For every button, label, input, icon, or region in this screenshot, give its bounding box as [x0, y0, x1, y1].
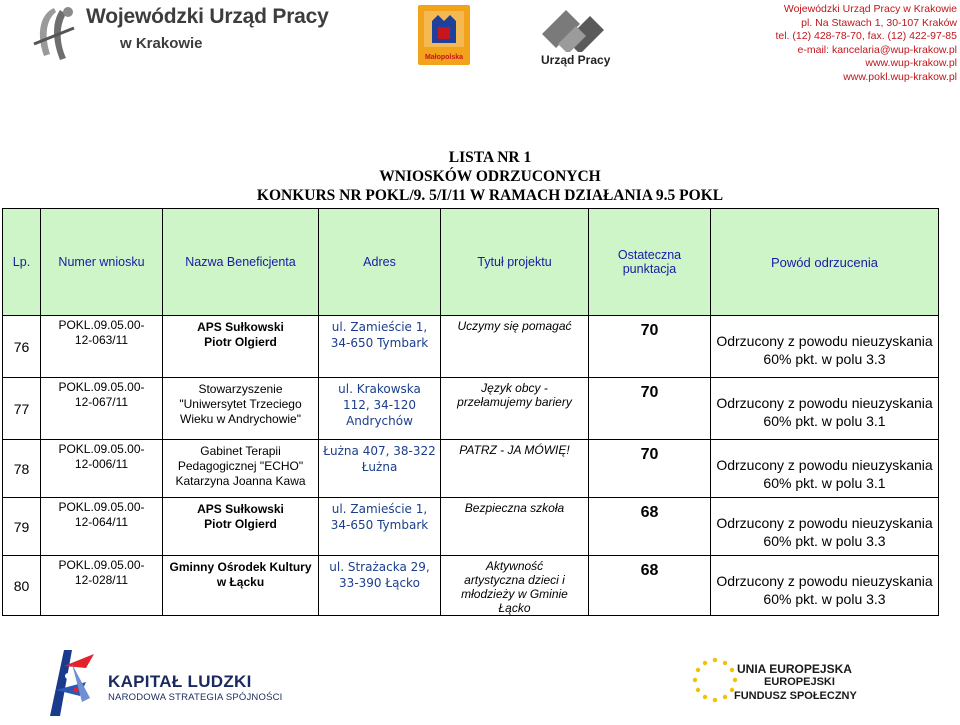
cell-numer: POKL.09.05.00-12-067/11 — [41, 378, 163, 440]
cell-powod: Odrzucony z powodu nieuzyskania 60% pkt. w polu 3.1 — [711, 440, 939, 498]
cell-nazwa: APS Sułkowski Piotr Olgierd — [163, 498, 319, 556]
urzad-pracy-logo-icon — [536, 4, 616, 52]
cell-tytul: Uczymy się pomagać — [441, 316, 589, 378]
cell-lp: 78 — [3, 440, 41, 498]
contact-website[interactable]: www.wup-krakow.pl — [865, 57, 957, 69]
cell-punktacja: 70 — [589, 378, 711, 440]
kapital-ludzki-title: KAPITAŁ LUDZKI — [108, 672, 252, 691]
kapital-ludzki-subtitle: NARODOWA STRATEGIA SPÓJNOŚCI — [108, 692, 283, 703]
contact-line: pl. Na Stawach 1, 30-107 Kraków — [801, 16, 957, 29]
table-row — [3, 316, 939, 378]
rejected-applications-table — [2, 208, 939, 616]
urzad-pracy-label: Urząd Pracy — [541, 53, 611, 67]
malopolska-label: Małopolska — [424, 54, 464, 61]
cell-adres: ul. Krakowska 112, 34-120 Andrychów — [319, 378, 441, 440]
cell-numer: POKL.09.05.00-12-064/11 — [41, 498, 163, 556]
eu-fund-label: EUROPEJSKI — [764, 676, 835, 688]
cell-powod: Odrzucony z powodu nieuzyskania 60% pkt. w polu 3.3 — [711, 498, 939, 556]
cell-lp: 77 — [3, 378, 41, 440]
table-header-row — [3, 209, 939, 316]
column-header: Powód odrzucenia — [711, 209, 939, 316]
title-line: LISTA NR 1 — [448, 149, 532, 166]
title-line: WNIOSKÓW ODRZUCONYCH — [379, 168, 601, 185]
cell-tytul: PATRZ - JA MÓWIĘ! — [441, 440, 589, 498]
eu-fund-label: FUNDUSZ SPOŁECZNY — [734, 690, 857, 702]
cell-powod: Odrzucony z powodu nieuzyskania 60% pkt. w polu 3.3 — [711, 556, 939, 616]
cell-tytul: Bezpieczna szkoła — [441, 498, 589, 556]
cell-punktacja: 70 — [589, 440, 711, 498]
cell-powod: Odrzucony z powodu nieuzyskania 60% pkt. w polu 3.3 — [711, 316, 939, 378]
column-header: Ostateczna punktacja — [589, 209, 711, 316]
contact-website[interactable]: www.pokl.wup-krakow.pl — [843, 70, 957, 83]
cell-punktacja: 68 — [589, 498, 711, 556]
malopolska-crest-icon — [418, 5, 470, 53]
cell-numer: POKL.09.05.00-12-028/11 — [41, 556, 163, 616]
org-city: w Krakowie — [120, 35, 203, 52]
cell-adres: ul. Strażacka 29, 33-390 Łącko — [319, 556, 441, 616]
table-row — [3, 498, 939, 556]
contact-line: Wojewódzki Urząd Pracy w Krakowie — [783, 3, 957, 15]
contact-line: tel. (12) 428-78-70, fax. (12) 422-97-85 — [775, 30, 957, 42]
org-name: Wojewódzki Urząd Pracy — [86, 5, 329, 28]
document-title — [0, 148, 960, 205]
cell-lp: 80 — [3, 556, 41, 616]
contact-email[interactable]: e-mail: kancelaria@wup-krakow.pl — [797, 43, 957, 56]
eu-label: UNIA EUROPEJSKA — [737, 662, 852, 676]
cell-powod: Odrzucony z powodu nieuzyskania 60% pkt. w polu 3.1 — [711, 378, 939, 440]
cell-punktacja: 68 — [589, 556, 711, 616]
kapital-ludzki-logo-icon — [42, 646, 102, 718]
column-header: Lp. — [3, 209, 41, 316]
table-row — [3, 556, 939, 616]
table-row — [3, 378, 939, 440]
column-header: Tytuł projektu — [441, 209, 589, 316]
cell-nazwa: Stowarzyszenie "Uniwersytet Trzeciego Wieku w Andrychowie" — [163, 378, 319, 440]
cell-adres: ul. Zamieście 1, 34-650 Tymbark — [319, 316, 441, 378]
contact-block — [775, 3, 957, 84]
cell-adres: Łużna 407, 38-322 Łużna — [319, 440, 441, 498]
cell-numer: POKL.09.05.00-12-006/11 — [41, 440, 163, 498]
wup-logo-icon — [30, 4, 78, 70]
column-header: Nazwa Beneficjenta — [163, 209, 319, 316]
cell-nazwa: Gminny Ośrodek Kultury w Łącku — [163, 556, 319, 616]
cell-lp: 76 — [3, 316, 41, 378]
cell-nazwa: APS Sułkowski Piotr Olgierd — [163, 316, 319, 378]
cell-tytul: Aktywność artystyczna dzieci i młodzieży w Gminie Łącko — [441, 556, 589, 616]
column-header: Adres — [319, 209, 441, 316]
title-line: KONKURS NR POKL/9. 5/I/11 W RAMACH DZIAŁANIA 9.5 POKL — [256, 187, 724, 204]
cell-numer: POKL.09.05.00-12-063/11 — [41, 316, 163, 378]
table-row — [3, 440, 939, 498]
cell-tytul: Język obcy - przełamujemy bariery — [441, 378, 589, 440]
cell-nazwa: Gabinet Terapii Pedagogicznej "ECHO" Katarzyna Joanna Kawa — [163, 440, 319, 498]
cell-punktacja: 70 — [589, 316, 711, 378]
eu-stars-icon — [690, 655, 740, 705]
cell-adres: ul. Zamieście 1, 34-650 Tymbark — [319, 498, 441, 556]
cell-lp: 79 — [3, 498, 41, 556]
column-header: Numer wniosku — [41, 209, 163, 316]
